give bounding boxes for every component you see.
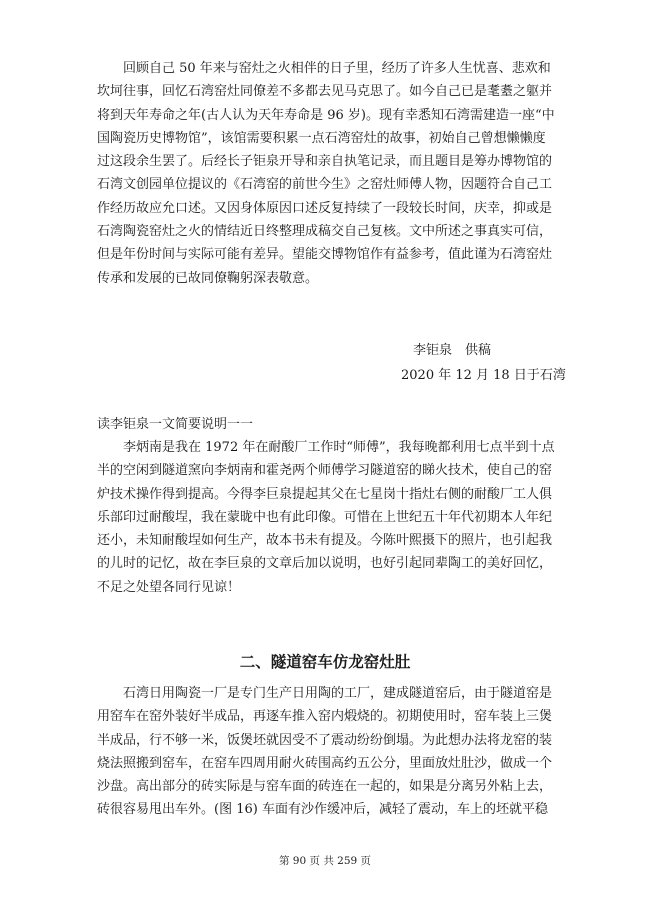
- page-number-footer: 第 90 页 共 259 页: [278, 855, 372, 867]
- text-line: 乐部印过耐酸埕，我在蒙昽中也有此印像。可惜在上世纪五十年代初期本人年纪: [97, 509, 553, 525]
- paragraph-note: [97, 436, 557, 599]
- paragraph-tunnel-kiln: [97, 682, 557, 822]
- text-line: 过这段余生罢了。后经长子钜泉开导和亲自执笔记录，而且题目是筹办博物馆的: [97, 154, 553, 170]
- text-line: 砖很容易甩出车外。(图 16) 车面有沙作缓冲后，减轻了震动，车上的坯就平稳: [97, 802, 548, 818]
- text-line: 石湾文创园单位提议的《石湾窑的前世今生》之窑灶师傅人物，因题符合自己工: [97, 177, 553, 193]
- text-line: 还小，未知耐酸埕如何生产，故本书未有提及。今陈叶熙摄下的照片，也引起我: [97, 533, 553, 549]
- text-line: 国陶瓷历史博物馆”，该馆需要积累一点石湾窑灶的故事，初始自己曾想懒懒度: [97, 130, 546, 146]
- text-line: 回顾自己 50 年来与窑灶之火相伴的日子里，经历了许多人生忧喜、悲欢和: [123, 61, 551, 76]
- text-line: 传承和发展的已故同僚鞠躬深表敬意。: [97, 270, 319, 286]
- section-heading: 二、隧道窑车仿龙窑灶肚: [239, 653, 411, 671]
- text-line: 李炳南是我在 1972 年在耐酸厂工作时“师傅”，我每晚都利用七点半到十点: [123, 440, 555, 455]
- signature-date: 2020 年 12 月 18 日于石湾: [401, 368, 566, 383]
- text-line: 石湾日用陶瓷一厂是专门生产日用陶的工厂，建成隧道窑后，由于隧道窑是: [123, 686, 553, 701]
- text-line: 将到天年寿命之年(古人认为天年寿命是 96 岁)。现有幸悉知石湾需建造一座“中: [97, 107, 555, 123]
- paragraph-recollection: [97, 57, 557, 290]
- text-line: 用窑车在窑外装好半成品，再逐车推入窑内煅烧的。初期使用时，窑车装上三煲: [97, 709, 553, 725]
- text-line: 半成品，行不够一米，饭煲坯就因受不了震动纷纷倒塌。为此想办法将龙窑的装: [97, 732, 553, 748]
- author-signature: 李钜泉 供稿: [413, 343, 492, 358]
- text-line: 但是年份时间与实际可能有差异。望能交博物馆作有益参考，值此谨为石湾窑灶: [97, 247, 553, 263]
- text-line: 石湾陶瓷窑灶之火的情结近日终整理成稿交自己复核。文中所述之事真实可信，: [97, 224, 553, 240]
- text-line: 炉技术操作得到提高。今得李巨泉提起其父在七星岗十指灶右侧的耐酸厂工人俱: [97, 486, 553, 502]
- note-title: 读李钜泉一文简要说明一一: [97, 417, 254, 432]
- text-line: 不足之处望各同行见谅！: [97, 579, 241, 595]
- text-line: 沙盘。高出部分的砖实际是与窑车面的砖连在一起的，如果是分离另外粘上去，: [97, 779, 553, 795]
- text-line: 坎坷往事，回忆石湾窑灶同僚差不多都去见马克思了。如今自己已是耄耋之躯并: [97, 84, 553, 100]
- text-line: 的儿时的记忆，故在李巨泉的文章后加以说明，也好引起同辈陶工的美好回忆，: [97, 556, 553, 572]
- text-line: 作经历故应允口述。又因身体原因口述反复持续了一段较长时间，庆幸，抑或是: [97, 200, 553, 216]
- text-line: 半的空闲到隧道窯向李炳南和霍尧两个师傅学习隧道窑的睇火技术，使自己的窑: [97, 463, 553, 479]
- text-line: 烧法照搬到窑车，在窑车四周用耐火砖围高约五公分，里面放灶肚沙，做成一个: [97, 755, 553, 771]
